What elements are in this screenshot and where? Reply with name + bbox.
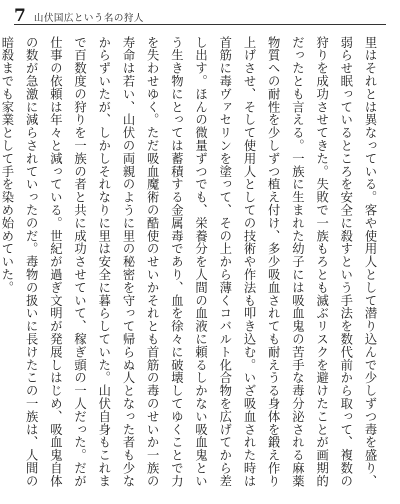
vertical-body-text — [0, 36, 382, 496]
page-number: 7 — [14, 6, 26, 26]
page-header — [14, 6, 144, 26]
running-head-title: 山伏国広という名の狩人 — [33, 13, 144, 24]
paragraph: 里はそれとは異なっている。客や使用人として潜り込んで少しずつ毒を盛り、弱らせ眠っているところを安全に殺すという手法を数代前から取って、複数の狩りを成功させてきた。失敗で一族もろとも滅ぶリスクを避けたことが画期的だったとも言える。一族に生まれた幼子には吸血鬼の苦手な毒分泌される麻薬物質への耐性を少しずつ植え付け、多少吸血されても耐えうる身体を鍛え作り上げさせ、そして使用人としての技術や作法も叩き込む。いざ吸血された時は首筋に毒ヴァセリンを塗って、その上から薄くコバルト化合物を広げてから差し出す。ほんの微量ずつでも、栄養分を人間の血液に頼るしかない吸血鬼という生き物にとっては蓄積する金属毒であり、血を徐々に破壊してゆくことで力を失わせゆく。ただ吸血魔術の酷使のせいかそれとも首筋の毒のせいか一族の寿命は若い、山伏の両親のように里の秘密を守って帰らぬ人となった者も少なからずいたが、しかしそれなりに里は安全に暮らしていた。山伏自身もこれまで百数度の狩りを一族の者と共に成功させていて、稼ぎ頭の一人だった。だが仕事の依頼は年々と減っている。世紀が過ぎ文明が発展しはじめ、吸血鬼自体の数が急激に減らされていったのだ。毒物の扱いに長けたこの一族は、人間の暗殺までも家業として手を染め始めていた。 — [0, 36, 377, 488]
header-rule — [14, 24, 386, 25]
